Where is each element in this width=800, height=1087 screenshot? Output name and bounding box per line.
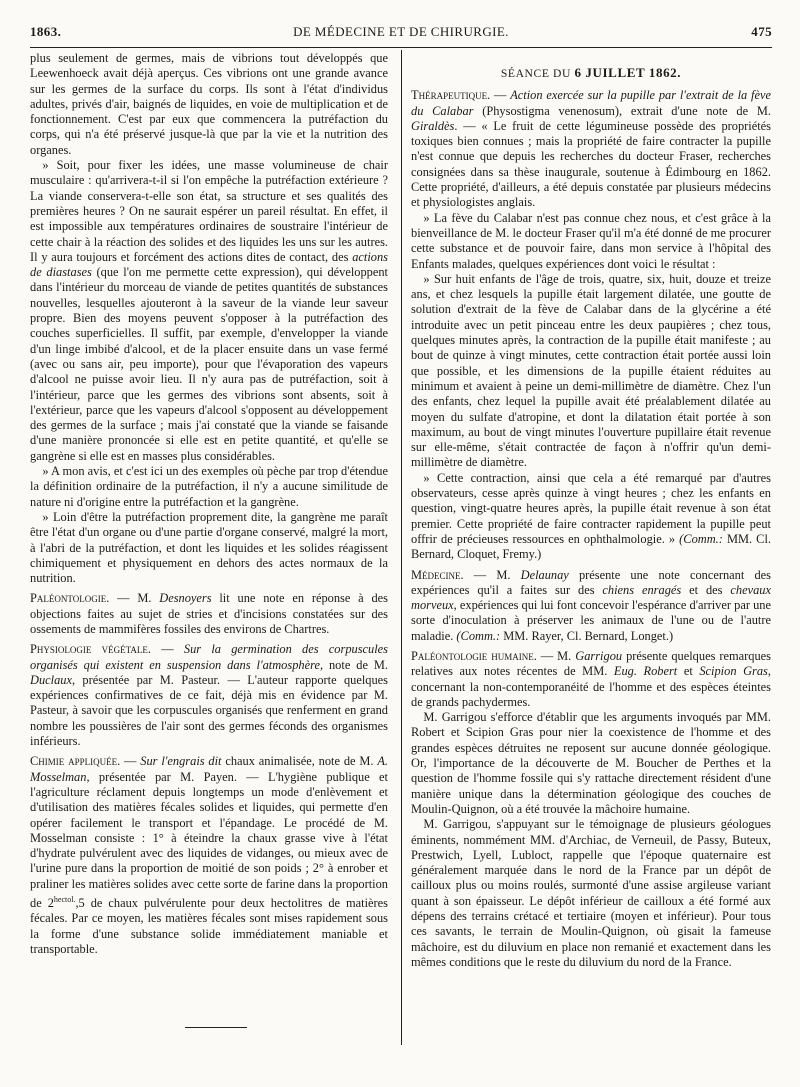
note-title: Sur la germination des corpuscules organisés qui existent en suspension dans l'atmosphère, bbox=[30, 642, 388, 672]
paragraph-muscle-flesh bbox=[30, 158, 388, 464]
text-run: — M. bbox=[536, 648, 576, 663]
paragraph-garrigou-geologists: M. Garrigou, s'appuyant sur le témoignage de plusieurs géologues éminents, nommément MM. d'Archiac, de Verneuil, de Passy, Buteux, Prestwich, Lyell, Lubloct, rappelle que l'époque quaternaire est généralement marquée dans le nord de la France par un dépôt de cailloux plus ou moins roulés, surmonté d'une assise argileuse variant quant à son épaisseur. Le dépôt inférieur de cailloux a été formé aux dépens des terrains crétacé et tertiaire (moyen et inférieur). Pour tous ces savants, le terrain de Moulin-Quignon, où gisait la fameuse mâchoire, est du diluvium en place non remanié et exactement dans les mêmes conditions que le reste du diluvium du nord de la France. bbox=[411, 817, 771, 969]
emphasis-diastases: actions de diastases bbox=[30, 249, 388, 280]
emphasis-text: Scipion Gras bbox=[699, 664, 768, 679]
text-run: , concernant la non-contemporanéité de l'homme et des espèces éteintes de grands pachydermes. bbox=[411, 664, 771, 709]
text-run: , présentée par M. Payen. — L'hygiène publique et l'agriculture réclament depuis longtemps un mode d'enlèvement et d'utilisation des matières fécales solides et liquides, qui permette d'en opérer facilement le transport et l'épandage. Le procédé de M. Mosselman consiste : 1° à éteindre la chaux grasse vive à l'état d'hydrate pulvérulent avec des liquides de vidanges, ou mieux avec de l'urine pure dans la proportion de moitié de son poids ; 2° à enrober et praliner les matières solides avec cette sorte de farine dans la proportion de 2 bbox=[30, 769, 388, 911]
text-run: et bbox=[677, 664, 700, 679]
column-divider bbox=[401, 50, 402, 1045]
paragraph-garrigou-arguments: M. Garrigou s'efforce d'établir que les arguments invoqués par MM. Robert et Scipion Gras pour nier la coexistence de l'homme et des grandes espèces détruites ne reposent sur aucune donnée géologique. Or, l'importance de la découverte de M. Boucher de Perthes et la question de l'homme fossile qui s'y rattache directement résident d'une manière unique dans la détermination géologique des couches de Moulin-Quignon, où a été trouvée la mâchoire humaine. bbox=[411, 710, 771, 816]
section-paleontologie-humaine bbox=[411, 649, 771, 710]
text-run: lit une note en réponse à des objections faites au sujet de stries et d'incisions constatées sur des ossements de mammifères fossiles des environs de Chartres. bbox=[30, 591, 388, 636]
author-name: Desnoyers bbox=[159, 591, 212, 606]
commission-label: (Comm.: bbox=[679, 531, 723, 546]
header-rule bbox=[30, 47, 772, 48]
paragraph-contraction bbox=[411, 471, 771, 563]
paragraph-gangrene-opinion: » A mon avis, et c'est ici un des exemples où pèche par trop d'étendue la définition ordinaire de la putréfaction, il n'y a aucune similitude de nature ni d'origine entre la putréfaction et la gangrène. bbox=[30, 464, 388, 509]
text-run: et des bbox=[681, 582, 731, 597]
commission-label: (Comm.: bbox=[456, 628, 501, 643]
section-label: Physiologie végétale. bbox=[30, 642, 151, 657]
header-journal-title: DE MÉDECINE ET DE CHIRURGIE. bbox=[293, 24, 509, 39]
text-run: — M. bbox=[109, 591, 160, 606]
text-run: MM. Rayer, Cl. Bernard, Longet.) bbox=[500, 628, 674, 643]
author-name: Garrigou bbox=[575, 648, 623, 663]
author-name: Duclaux bbox=[30, 672, 72, 687]
section-medecine bbox=[411, 568, 771, 644]
header-page-number: 475 bbox=[751, 24, 772, 39]
text-run: , expériences qui lui font concevoir l'espérance d'arriver par une sorte d'inoculation à préserver les animaux de l'une ou de l'autre maladie. bbox=[411, 598, 771, 643]
section-end-rule bbox=[185, 1027, 247, 1028]
author-name: A. Mosselman bbox=[30, 754, 388, 784]
text-run: ,5 de chaux pulvérulente pour deux hectolitres de matières fécales. Par ce moyen, les matières fécales sont mises rapidement sous la forme d'une substance solide immédiatement maniable et transportable. bbox=[30, 896, 388, 957]
text-run: — M. bbox=[463, 567, 521, 582]
emphasis-text: chevaux morveux bbox=[411, 582, 771, 613]
text-run: — bbox=[120, 754, 141, 769]
text-run: , présentée par M. Pasteur. — L'auteur rapporte quelques expériences confirmatives de ce fait, déjà mis en évidence par M. Pasteur, à savoir que les corpuscules organisés que renferment en grand nombre les poussières de l'air sont des germes féconds des organismes inférieurs. bbox=[30, 672, 388, 749]
left-column bbox=[30, 51, 388, 1066]
text-run: MM. Cl. Bernard, Cloquet, Fremy.) bbox=[411, 531, 771, 562]
session-prefix: SÉANCE DU bbox=[500, 67, 575, 80]
section-chimie-appliquee bbox=[30, 754, 388, 957]
emphasis-text: Eug. Robert bbox=[613, 664, 678, 679]
paragraph-gangrene-definition: » Loin d'être la putréfaction proprement dite, la gangrène me paraît être l'état d'un organe ou d'une partie d'organe conservé, malgré la mort, à l'abri de la putréfaction, et dont les liquides et les solides réagissent chimiquement et physiquement en dehors des actes normaux de la nutrition. bbox=[30, 509, 388, 586]
emphasis-text: chiens enragés bbox=[602, 582, 682, 597]
text-run: . — « Le fruit de cette légumineuse possède des propriétés toxiques bien connues ; mais la propriété de faire contracter la pupille n'est connue que depuis les recherches du docteur Fraser, recherches consignées dans sa thèse inaugurale, soutenue à Édimbourg en 1862. Cette propriété, d'ailleurs, a été depuis constatée par plusieurs médecins et physiologistes anglais. bbox=[411, 118, 771, 210]
section-physiologie-vegetale bbox=[30, 642, 388, 749]
section-therapeutique bbox=[411, 88, 771, 210]
paragraph-putrefaction-intro: plus seulement de germes, mais de vibrions tout développés que Leewenhoeck avait déjà aperçus. Ces vibrions ont une grande avance sur les germes de la surface du corps. Ils sont à l'état d'individus adultes, privés d'air, baignés de liquides, en voie de multiplication et de fonctionnement. C'est par eux que commencera la putréfaction du corps, qui n'a été préservé jusque-là que par la vie et la nutrition des organes. bbox=[30, 51, 388, 157]
paragraph-calabar-bean: » La fève du Calabar n'est pas connue chez nous, et c'est grâce à la bienveillance de M. le docteur Fraser qu'il m'a été donné de me procurer cette substance et de pouvoir faire, dans mon service à l'hôpital des Enfants malades, quelques expériences dont voici le résultat : bbox=[411, 210, 771, 271]
session-date: 6 JUILLET 1862. bbox=[574, 65, 682, 80]
note-title: Action exercée sur la pupille par l'extrait de la fève du Calabar bbox=[411, 88, 771, 118]
header-year: 1863. bbox=[30, 24, 62, 39]
section-label: Paléontologie. bbox=[30, 591, 110, 606]
section-label: Médecine. bbox=[411, 567, 464, 582]
author-name: Delaunay bbox=[520, 567, 569, 582]
text-run: chaux animalisée, note de M. bbox=[221, 754, 378, 769]
paragraph-eight-children: » Sur huit enfants de l'âge de trois, quatre, six, huit, douze et treize ans, et chez lesquels la pupille était largement dilatée, une goutte de solution d'extrait de la fève de Calabar dans de la glycérine a été introduite avec un petit pinceau entre les deux paupières ; chez tous, quelques minutes après, la contraction de la pupille était manifeste ; au bout de quinze à vingt minutes, cette contraction était portée aussi loin que possible, et les dimensions de la pupille étaient réduites au minimum et avaient à peine un demi-millimètre de diamètre. Chez l'un des enfants, chez lequel la pupille avait été préalablement dilatée au moyen du sulfate d'atropine, et dont la dilatation était portée à son maximum, au bout de vingt minutes l'ouverture pupillaire était revenue sur elle-même, s'était contractée de façon à n'offrir qu'un demi-millimètre de diamètre. bbox=[411, 271, 771, 470]
text-run: (que l'on me permette cette expression), qui développent dans l'intérieur du morceau de viande de petites quantités de substances nouvelles, lesquelles ajouteront à la saveur de la viande leur saveur propre. Bien des moyens peuvent s'opposer à la putréfaction des couches superficielles. Il suffit, par exemple, d'envelopper la viande d'un linge imbibé d'alcool, et de la placer ensuite dans un vase fermé (avec ou sans air, peu importe), pour que l'évaporation des vapeurs d'alcool ne puisse avoir lieu. Il n'y aura pas de putréfaction, soit à l'intérieur, parce que les germes des vibrions sont absents, soit à l'extérieur, parce que les vapeurs d'alcool s'opposent au développement des germes de la surface ; mais j'ai constaté que la viande se faisande d'une manière prononcée si elle est en petite quantité, et qu'elle se gangrène si elle est en masses plus considérables. bbox=[30, 265, 388, 463]
text-run: — bbox=[151, 642, 184, 657]
section-label: Chimie appliquée. bbox=[30, 754, 121, 769]
text-run: » Soit, pour fixer les idées, une masse volumineuse de chair musculaire : qu'arrivera-t-il si l'on empêche la putréfaction extérieure ? La viande conservera-t-elle son état, sa structure et ses qualités des premières heures ? On ne saurait espérer un pareil résultat. En effet, il est impossible aux températures ordinaires de soustraire l'intérieur de cette chair à la réaction des solides et des liquides les uns sur les autres. Il y aura toujours et forcément des actions dites de contact, des bbox=[30, 158, 388, 264]
text-run: (Physostigma venenosum), extrait d'une note de M. bbox=[473, 103, 771, 118]
text-run: » Cette contraction, ainsi que cela a été remarqué par d'autres observateurs, cesse après quinze à vingt heures ; chez les enfants en question, vingt-quatre heures après, la pupille était revenue à son état premier. Cette propriété de faire contracter rapidement la pupille peut offrir de précieuses ressources en ophthalmologie. » bbox=[411, 470, 771, 546]
section-paleontologie bbox=[30, 591, 388, 637]
text-run: présente quelques remarques relatives aux notes récentes de MM. bbox=[411, 648, 771, 679]
section-label: Thérapeutique. bbox=[411, 88, 491, 103]
section-label: Paléontologie humaine. bbox=[411, 648, 537, 663]
session-heading bbox=[411, 65, 771, 81]
running-header bbox=[30, 24, 772, 46]
text-run: note de M. bbox=[323, 657, 388, 672]
text-run: présente une note concernant des expériences qu'il a faites sur des bbox=[411, 567, 771, 597]
text-run: — bbox=[490, 88, 511, 103]
note-title: Sur l'engrais dit bbox=[140, 754, 222, 769]
author-name: Giraldès bbox=[411, 118, 455, 133]
right-column bbox=[411, 51, 771, 1066]
unit-superscript: hectol. bbox=[53, 895, 76, 905]
